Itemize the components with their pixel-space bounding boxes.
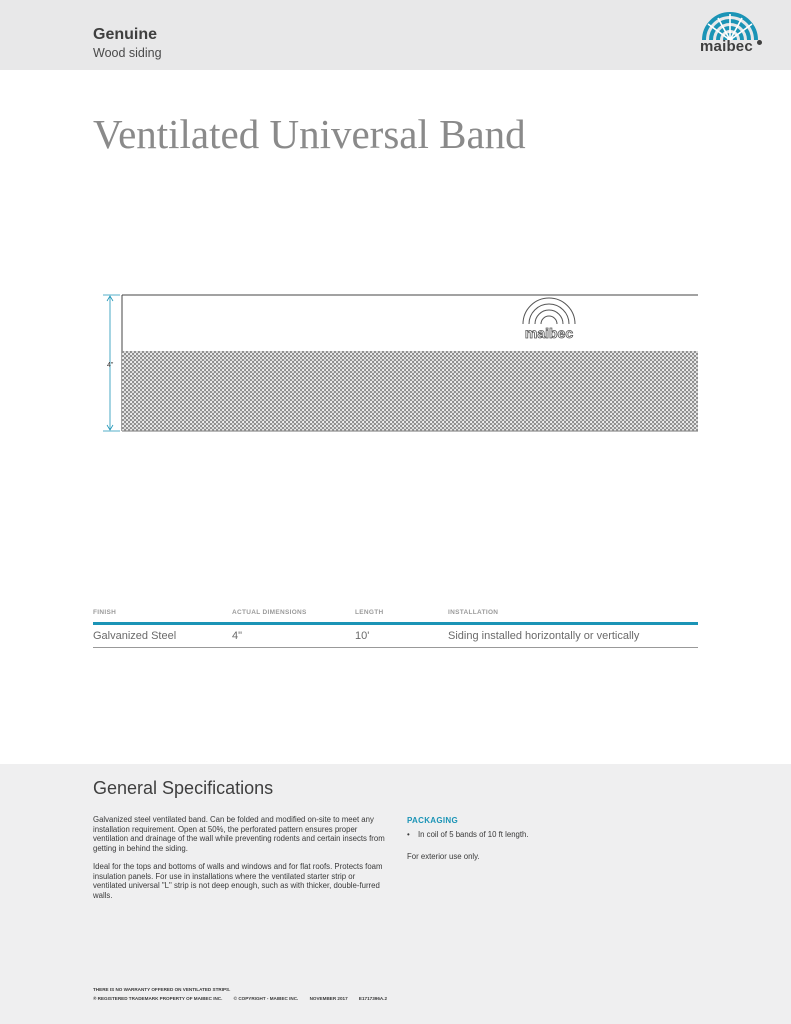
general-specs-text <box>93 815 388 909</box>
trademark-note: ® REGISTERED TRADEMARK PROPERTY OF MAIBEC INC. <box>93 996 223 1001</box>
copyright-note: © COPYRIGHT - MAIBEC INC. <box>233 996 299 1001</box>
logo-dot <box>757 40 762 45</box>
spec-table <box>93 607 698 648</box>
page-title: Ventilated Universal Band <box>93 111 526 157</box>
packaging-item-text: In coil of 5 bands of 10 ft length. <box>418 830 529 839</box>
table-header-row <box>93 607 698 625</box>
dimension-label: 4" <box>107 362 114 369</box>
general-specs-title: General Specifications <box>93 778 274 798</box>
footer-line <box>93 996 397 1001</box>
doc-code: E1717396A.2 <box>358 996 388 1001</box>
brand-name: Genuine <box>93 26 158 43</box>
spec-paragraph: Galvanized steel ventilated band. Can be folded and modified on-site to meet any installation requirement. Open at 50%, the perforated pattern ensures proper ventilation and drainage of the wall while preventing rodents and certain insects from getting in behind the siding. <box>93 815 385 854</box>
warranty-note: THERE IS NO WARRANTY OFFERED ON VENTILATED STRIPS. <box>93 987 231 992</box>
header-dimensions: ACTUAL DIMENSIONS <box>232 609 307 616</box>
bullet-icon: • <box>407 830 410 839</box>
embossed-logo-text: maibec <box>524 325 574 341</box>
logo-wordmark: maibec <box>700 38 753 55</box>
cell-length: 10' <box>355 630 370 642</box>
cell-installation: Siding installed horizontally or vertically <box>448 630 640 642</box>
packaging-item <box>407 830 529 839</box>
packaging-note: For exterior use only. <box>407 852 480 861</box>
header-finish: FINISH <box>93 609 117 616</box>
cell-dimensions: 4" <box>232 630 243 642</box>
product-illustration <box>95 286 705 436</box>
brand-subtitle: Wood siding <box>93 46 162 60</box>
date-note: NOVEMBER 2017 <box>309 996 348 1001</box>
header-length: LENGTH <box>355 609 384 616</box>
table-row <box>93 625 698 648</box>
packaging-title: PACKAGING <box>407 816 458 825</box>
header-installation: INSTALLATION <box>448 609 499 616</box>
spec-paragraph: Ideal for the tops and bottoms of walls and windows and for flat roofs. Protects foam insulation panels. For use in installations where the ventilated starter strip or ventilated universal "L" strip is not deep enough, such as with thicker, double-furred walls. <box>93 861 383 901</box>
cell-finish: Galvanized Steel <box>93 630 177 642</box>
